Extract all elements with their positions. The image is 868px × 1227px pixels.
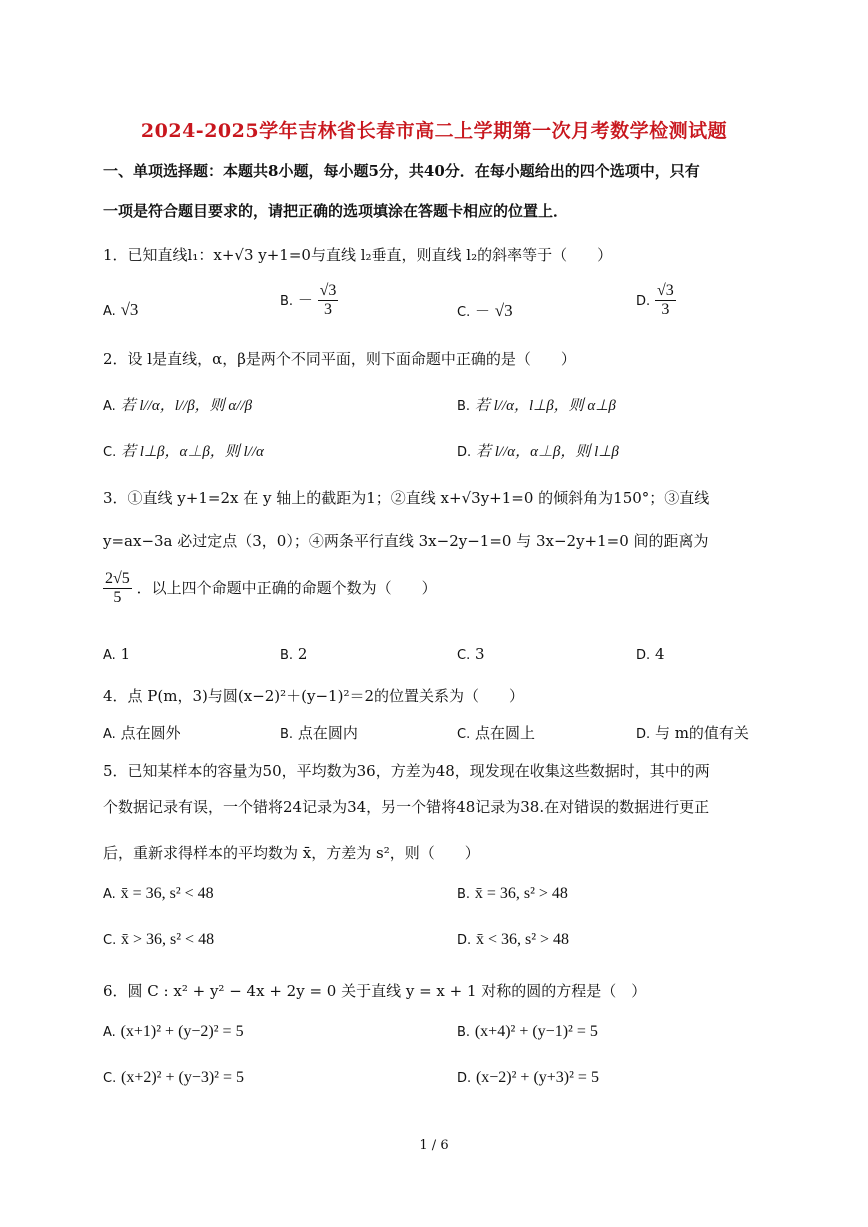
option-label: A. xyxy=(103,887,116,902)
q1-option-d xyxy=(636,282,676,320)
option-label: D. xyxy=(457,933,472,948)
q6-option-a xyxy=(103,1022,244,1041)
option-label: D. xyxy=(457,1071,472,1086)
option-text: 2 xyxy=(297,645,308,663)
option-fraction xyxy=(655,282,676,320)
option-fraction xyxy=(318,282,339,320)
option-text: 点在圆内 xyxy=(297,724,358,742)
option-label: A. xyxy=(103,304,116,319)
option-label: B. xyxy=(457,887,471,902)
option-sign: － xyxy=(297,290,313,309)
q5-line2: 个数据记录有误，一个错将24记录为34，另一个错将48记录为38.在对错误的数据进行更正 xyxy=(103,798,710,816)
option-label: C. xyxy=(103,933,117,948)
q4-option-c xyxy=(457,722,535,743)
option-text: x̄ > 36, s² < 48 xyxy=(121,931,215,948)
q3-line1: 3．①直线 y+1=2x 在 y 轴上的截距为1；②直线 x+√3y+1=0 的倾斜角为150°；③直线 xyxy=(103,489,710,507)
option-text: 若 l//α，α⊥β，则 l⊥β xyxy=(475,444,619,460)
option-label: B. xyxy=(457,399,471,414)
option-label: C. xyxy=(457,305,471,320)
q5-option-b xyxy=(457,884,568,903)
option-value: √3 xyxy=(494,301,513,320)
q3-option-c xyxy=(457,645,485,663)
option-label: B. xyxy=(457,1025,471,1040)
distance-fraction xyxy=(103,570,132,608)
page-title: 2024-2025学年吉林省长春市高二上学期第一次月考数学检测试题 xyxy=(140,120,728,142)
section1-line2: 一项是符合题目要求的，请把正确的选项填涂在答题卡相应的位置上． xyxy=(103,202,569,220)
q5-line3: 后，重新求得样本的平均数为 x̄，方差为 s²，则（ ） xyxy=(103,844,480,862)
q3-option-d xyxy=(636,645,664,663)
option-text: 若 l⊥β，α⊥β，则 l//α xyxy=(121,444,264,460)
option-text: 1 xyxy=(120,645,131,663)
q5-option-d xyxy=(457,930,569,949)
q4-option-a xyxy=(103,722,181,743)
option-value: √3 xyxy=(120,300,139,319)
option-text: 点在圆外 xyxy=(120,724,181,742)
option-label: C. xyxy=(457,727,471,742)
option-text: x̄ < 36, s² > 48 xyxy=(475,931,570,948)
option-label: B. xyxy=(280,293,294,309)
q1-stem: 1．已知直线l₁：x+√3 y+1=0与直线 l₂垂直，则直线 l₂的斜率等于（ ） xyxy=(103,246,613,264)
option-text: (x+2)² + (y−3)² = 5 xyxy=(121,1069,244,1086)
fraction-numerator: √3 xyxy=(318,282,339,301)
option-text: x̄ = 36, s² < 48 xyxy=(120,885,214,902)
option-sign: － xyxy=(475,302,491,320)
option-label: C. xyxy=(103,1071,117,1086)
option-text: 若 l//α，l//β，则 α//β xyxy=(120,398,253,414)
q1-option-b xyxy=(280,282,338,320)
option-text: 3 xyxy=(475,645,485,663)
q6-option-d xyxy=(457,1068,599,1087)
page-number: 1 / 6 xyxy=(419,1138,449,1153)
option-label: B. xyxy=(280,648,294,663)
option-label: D. xyxy=(636,293,651,309)
fraction-denominator: 5 xyxy=(113,589,122,607)
q4-stem: 4．点 P(m，3)与圆(x−2)²＋(y−1)²＝2的位置关系为（ ） xyxy=(103,687,525,705)
section1-line1: 一、单项选择题：本题共8小题，每小题5分，共40分．在每小题给出的四个选项中，只有 xyxy=(103,162,700,180)
q3-line3-tail: ．以上四个命题中正确的命题个数为（ ） xyxy=(136,578,437,597)
option-label: A. xyxy=(103,1025,116,1040)
option-label: C. xyxy=(457,648,471,663)
q4-option-d xyxy=(636,722,749,743)
option-text: (x+4)² + (y−1)² = 5 xyxy=(474,1023,598,1040)
fraction-numerator: 2√5 xyxy=(103,570,132,589)
q3-option-b xyxy=(280,645,307,663)
option-text: (x−2)² + (y+3)² = 5 xyxy=(475,1069,599,1086)
option-label: A. xyxy=(103,648,116,663)
q3-line3 xyxy=(103,570,437,608)
option-label: A. xyxy=(103,727,116,742)
option-label: C. xyxy=(103,445,117,460)
option-label: A. xyxy=(103,399,116,414)
option-label: B. xyxy=(280,727,294,742)
q6-option-b xyxy=(457,1022,598,1041)
option-label: D. xyxy=(636,648,651,663)
option-label: D. xyxy=(636,727,651,742)
option-text: 4 xyxy=(654,645,665,663)
fraction-numerator: √3 xyxy=(655,282,676,301)
q2-stem: 2．设 l是直线，α，β是两个不同平面，则下面命题中正确的是（ ） xyxy=(103,350,576,368)
q5-line1: 5．已知某样本的容量为50，平均数为36，方差为48，现发现在收集这些数据时，其中的两 xyxy=(103,762,710,780)
q2-option-c xyxy=(103,440,264,461)
option-text: x̄ = 36, s² > 48 xyxy=(474,885,568,902)
q3-option-a xyxy=(103,645,130,663)
q5-option-c xyxy=(103,930,214,949)
option-label: D. xyxy=(457,445,472,460)
q1-option-c xyxy=(457,300,513,321)
q2-option-a xyxy=(103,394,252,415)
option-text: 与 m的值有关 xyxy=(654,724,749,742)
q6-stem: 6．圆 C : x² + y² − 4x + 2y = 0 关于直线 y = x + 1 对称的圆的方程是（ ） xyxy=(103,982,647,1000)
q1-option-a xyxy=(103,300,138,320)
q5-option-a xyxy=(103,884,214,903)
q3-line2: y=ax−3a 必过定点（3，0）；④两条平行直线 3x−2y−1=0 与 3x−2y+1=0 间的距离为 xyxy=(103,532,709,550)
q2-option-d xyxy=(457,440,619,461)
q2-option-b xyxy=(457,394,616,415)
fraction-denominator: 3 xyxy=(661,301,670,319)
option-text: 点在圆上 xyxy=(475,724,536,742)
option-text: (x+1)² + (y−2)² = 5 xyxy=(120,1023,244,1040)
q4-option-b xyxy=(280,722,358,743)
option-text: 若 l//α，l⊥β，则 α⊥β xyxy=(474,398,616,414)
fraction-denominator: 3 xyxy=(324,301,333,319)
q6-option-c xyxy=(103,1068,244,1087)
